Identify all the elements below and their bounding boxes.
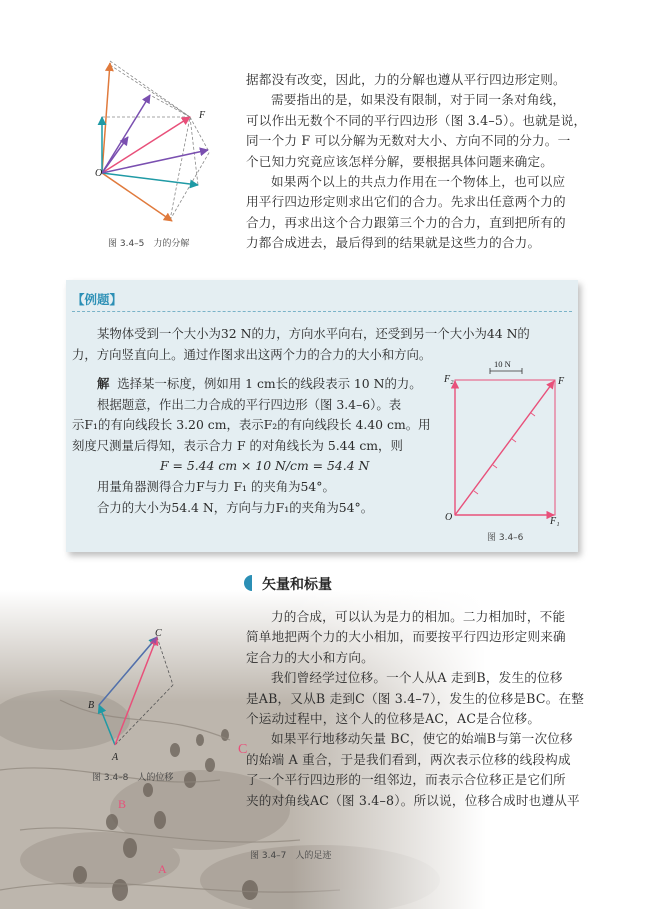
equation: F = 5.44 cm × 10 N/cm = 54.4 N [160, 458, 370, 474]
text-line: 是AB，又从B 走到C（图 3.4–7），发生的位移是BC。在整 [246, 690, 585, 706]
text-line: 需要指出的是，如果没有限制，对于同一条对角线， [271, 92, 566, 108]
text-line: 个已知力究竟应该怎样分解，要根据具体问题来确定。 [246, 153, 554, 169]
text-line [72, 374, 442, 395]
fig345-caption: 图 3.4–5 力的分解 [108, 239, 190, 249]
text-line: 了一个平行四边形的一组邻边，而表示合位移正是它们所 [246, 772, 566, 788]
text-line: 用量角器测得合力F与力 F₁ 的夹角为54°。 [97, 478, 335, 494]
top-text [246, 70, 606, 254]
section-text [246, 607, 608, 811]
fig347-label-B: B [118, 797, 127, 811]
text-line: 如果平行地移动矢量 BC，使它的始端B与第一次位移 [271, 731, 573, 747]
text-line: 合力的大小为54.4 N，方向与力F₁的夹角为54°。 [97, 499, 374, 515]
example-tag: 【例题】 [72, 292, 123, 307]
text-line: 如果两个以上的共点力作用在一个物体上，也可以应 [271, 174, 566, 190]
text-line: 可以作出无数个不同的平行四边形（图 3.4–5）。也就是说， [246, 112, 587, 128]
force-composition-figure [440, 360, 575, 530]
text-line: 我们曾经学过位移。一个人从A 走到B，发生的位移 [271, 670, 563, 686]
fig347-label-A: A [158, 862, 167, 876]
fig348-label-A: A [112, 752, 119, 763]
fig346-scale: 10 N [494, 359, 511, 369]
text-line: 刻度尺测量后得知，表示合力 F 的对角线长为 5.44 cm，则 [72, 437, 403, 453]
force-decomposition-figure [90, 55, 230, 235]
fig346-caption: 图 3.4–6 [487, 533, 524, 543]
text-line: 某物体受到一个大小为32 N的力，方向水平向右，还受到另一个大小为44 N的 [97, 326, 530, 341]
section-title: 矢量和标量 [262, 577, 332, 593]
fig348-caption: 图 3.4–8 人的位移 [92, 773, 174, 783]
fig346-label-F: F [558, 376, 565, 387]
text-line: 根据题意，作出二力合成的平行四边形（图 3.4–6）。表 [97, 396, 402, 412]
section-marker [244, 575, 252, 591]
text-line: 力的合成，可以认为是力的相加。二力相加时，不能 [271, 609, 566, 624]
example-divider [72, 311, 572, 312]
text-line: 据都没有改变，因此，力的分解也遵从平行四边形定则。 [246, 72, 566, 87]
text-line: 合力，再求出这个合力跟第三个力的合力，直到把所有的 [246, 214, 566, 230]
fig348-label-B: B [88, 700, 95, 711]
fig346-label-O: O [445, 512, 453, 523]
fig346-label-F1: F₁ [550, 516, 560, 527]
text-span: 选择某一标度，例如用 1 cm长的线段表示 10 N的力。 [117, 376, 422, 391]
fig347-caption: 图 3.4–7 人的足迹 [250, 851, 332, 861]
text-line: 夹的对角线AC（图 3.4–8）。所以说，位移合成时也遵从平 [246, 792, 580, 808]
text-line: 简单地把两个力的大小相加，而要按平行四边形定则来确 [246, 629, 566, 645]
displacement-figure [85, 625, 185, 765]
text-line: 个运动过程中，这个人的位移是AC，AC是合位移。 [246, 711, 541, 727]
fig345-label-F: F [199, 110, 206, 121]
text-line: 示F₁的有向线段长 3.20 cm，表示F₂的有向线段长 4.40 cm。用 [72, 417, 431, 433]
text-line: 定合力的大小和方向。 [246, 649, 374, 665]
fig346-label-F2: F₂ [444, 374, 454, 385]
text-line: 用平行四边形定则求出它们的合力。先求出任意两个力的 [246, 194, 566, 210]
text-line: 力都合成进去，最后得到的结果就是这些力的合力。 [246, 235, 541, 251]
text-line: 同一个力 F 可以分解为无数对大小、方向不同的分力。一 [246, 133, 571, 149]
fig347-label-C: C [238, 742, 248, 757]
force-F-vector [102, 117, 190, 173]
example-solution [72, 374, 442, 518]
text-line: 的始端 A 重合，于是我们看到，两次表示位移的线段构成 [246, 751, 571, 767]
fig348-label-C: C [155, 628, 162, 639]
fig345-label-O: O [95, 168, 103, 179]
solve-word: 解 [97, 376, 110, 391]
text-line: 力，方向竖直向上。通过作图求出这两个力的合力的大小和方向。 [72, 346, 432, 362]
